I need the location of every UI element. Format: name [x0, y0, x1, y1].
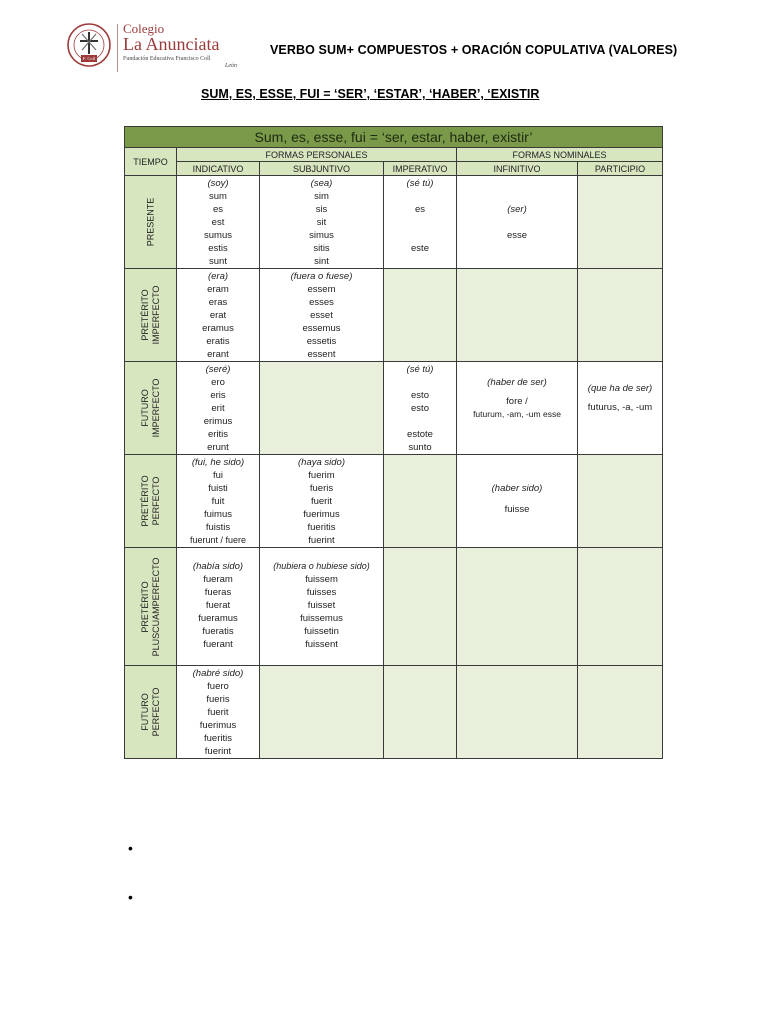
form: fore /	[506, 396, 528, 407]
gloss: (que ha de ser)	[587, 383, 653, 394]
cell-preterito-imperfecto-subjuntivo	[260, 269, 384, 362]
header-participio: PARTICIPIO	[578, 162, 663, 176]
cell-futuro-imperfecto-infinitivo	[457, 362, 578, 455]
tense-preterito-pluscuamperfecto	[140, 557, 162, 656]
tense-line: PRETÉRITO	[139, 289, 150, 341]
tense-line: PLUSCUAMPERFECTO	[150, 557, 161, 656]
cell-preterito-perfecto-participio	[578, 455, 663, 548]
gloss: (haya sido)	[298, 457, 345, 468]
cell-futuro-imperfecto-participio	[578, 362, 663, 455]
form: est	[211, 217, 225, 228]
conjugation-table	[124, 126, 662, 762]
tense-presente: PRESENTE	[145, 197, 155, 247]
tense-line: PERFECTO	[150, 687, 161, 737]
form: fuero	[207, 681, 229, 692]
form: fuit	[211, 496, 225, 507]
bullet-point: •	[128, 840, 133, 856]
gloss: (hubiera o hubiese sido)	[273, 561, 370, 571]
form: eritis	[207, 429, 229, 440]
row-preterito-pluscuamperfecto	[125, 548, 663, 666]
cell-preterito-imperfecto-infinitivo	[457, 269, 578, 362]
form: fuerimus	[199, 720, 237, 731]
form: fuistis	[205, 522, 231, 533]
logo-line-city: León	[225, 63, 237, 69]
cell-preterito-perfecto-infinitivo	[457, 455, 578, 548]
form: fuerint	[308, 535, 335, 546]
cell-preterito-pluscuamperfecto-imperativo	[384, 548, 457, 666]
tense-line: IMPERFECTO	[150, 285, 161, 345]
form: erunt	[207, 442, 229, 453]
form: sunt	[209, 256, 227, 267]
form: sit	[316, 217, 327, 228]
tense-label-preterito-perfecto	[125, 455, 177, 548]
form: fuerit	[207, 707, 229, 718]
form: essent	[307, 349, 336, 360]
tense-preterito-imperfecto	[140, 286, 162, 345]
form: es	[212, 204, 224, 215]
gloss: (habré sido)	[192, 668, 244, 679]
form: fuerit	[310, 496, 333, 507]
gloss: (haber de ser)	[487, 377, 547, 388]
cell-presente-infinitivo	[457, 176, 578, 269]
school-logo	[66, 22, 246, 74]
cell-futuro-imperfecto-indicativo	[177, 362, 260, 455]
cell-preterito-imperfecto-indicativo	[177, 269, 260, 362]
header-subjuntivo: SUBJUNTIVO	[260, 162, 384, 176]
form: fuissent	[305, 639, 338, 650]
cell-preterito-pluscuamperfecto-subjuntivo	[260, 548, 384, 666]
row-futuro-perfecto	[125, 666, 663, 759]
form: sitis	[313, 243, 330, 254]
form: eris	[210, 390, 226, 401]
cell-preterito-perfecto-indicativo	[177, 455, 260, 548]
page-title: VERBO SUM+ COMPUESTOS + ORACIÓN COPULATIVA (VALORES)	[270, 43, 678, 57]
form: este	[411, 243, 429, 254]
form: erit	[211, 403, 225, 414]
cell-futuro-perfecto-infinitivo	[457, 666, 578, 759]
form: fuerint	[204, 746, 232, 757]
form: essem	[307, 284, 336, 295]
gloss: (ser)	[507, 204, 527, 215]
cell-futuro-perfecto-participio	[578, 666, 663, 759]
row-preterito-perfecto	[125, 455, 663, 548]
tense-line: PRETÉRITO	[139, 580, 150, 633]
gloss: (fuera o fuese)	[290, 271, 353, 282]
cell-presente-imperativo	[384, 176, 457, 269]
form: sum	[209, 191, 227, 202]
cell-futuro-imperfecto-subjuntivo	[260, 362, 384, 455]
form: estote	[407, 429, 433, 440]
tense-label-preterito-pluscuamperfecto	[125, 548, 177, 666]
header-formas-personales: FORMAS PERSONALES	[177, 148, 457, 162]
form: fuisse	[504, 504, 530, 515]
cell-preterito-perfecto-subjuntivo	[260, 455, 384, 548]
form: esse	[506, 230, 528, 241]
form: sis	[315, 204, 328, 215]
form: fueritis	[204, 733, 232, 744]
form: eramus	[202, 323, 234, 334]
form: fuissemus	[300, 613, 343, 624]
form: fuisti	[208, 483, 228, 494]
form: fui	[212, 470, 224, 481]
cell-preterito-perfecto-imperativo	[384, 455, 457, 548]
form: fuerat	[205, 600, 231, 611]
header-indicativo: INDICATIVO	[177, 162, 260, 176]
tense-line: FUTURO	[139, 693, 150, 731]
cell-preterito-pluscuamperfecto-participio	[578, 548, 663, 666]
cell-preterito-pluscuamperfecto-infinitivo	[457, 548, 578, 666]
cell-preterito-pluscuamperfecto-indicativo	[177, 548, 260, 666]
form: fuerant	[203, 639, 233, 650]
form: fueram	[203, 574, 233, 585]
form: fuissetin	[304, 626, 339, 637]
cell-futuro-perfecto-imperativo	[384, 666, 457, 759]
tense-line: PRETÉRITO	[139, 475, 150, 527]
tense-futuro-perfecto	[140, 688, 162, 737]
gloss: (sea)	[310, 178, 333, 189]
header-formas-nominales: FORMAS NOMINALES	[457, 148, 663, 162]
logo-line-name: La Anunciata	[123, 34, 220, 54]
page-subtitle: SUM, ES, ESSE, FUI = ‘SER’, ‘ESTAR’, ‘HABER’, ‘EXISTIR	[201, 87, 540, 101]
cell-preterito-imperfecto-imperativo	[384, 269, 457, 362]
form: sumus	[204, 230, 232, 241]
gloss: (sé tú)	[406, 364, 434, 375]
form: esses	[309, 297, 334, 308]
form: fuerim	[308, 470, 335, 481]
logo-divider	[117, 24, 118, 72]
form: fueris	[309, 483, 334, 494]
form: ero	[211, 377, 225, 388]
row-preterito-imperfecto	[125, 269, 663, 362]
form: sim	[314, 191, 329, 202]
form: futurum, -am, -um esse	[473, 409, 561, 419]
form: simus	[309, 230, 334, 241]
tense-label-presente	[125, 176, 177, 269]
form: fueramus	[198, 613, 238, 624]
cell-preterito-imperfecto-participio	[578, 269, 663, 362]
row-presente	[125, 176, 663, 269]
gloss: (haber sido)	[491, 483, 543, 494]
tense-line: IMPERFECTO	[150, 378, 161, 438]
form: esset	[310, 310, 333, 321]
conjugation-grid	[124, 126, 663, 759]
form: esto	[411, 390, 429, 401]
form: sint	[314, 256, 329, 267]
seal-text: F. Coll	[82, 56, 96, 61]
form: eram	[207, 284, 229, 295]
form: esto	[411, 403, 429, 414]
logo-line-colegio: Colegio	[123, 21, 165, 36]
form: futurus, -a, -um	[587, 402, 653, 413]
form: erant	[207, 349, 229, 360]
form: fuisses	[306, 587, 337, 598]
form: eras	[208, 297, 228, 308]
cell-futuro-imperfecto-imperativo	[384, 362, 457, 455]
gloss: (soy)	[207, 178, 229, 189]
form: fuisset	[307, 600, 336, 611]
tense-preterito-perfecto	[140, 475, 162, 526]
form: fuerimus	[303, 509, 340, 520]
logo-line-foundation: Fundación Educativa Francisco Coll	[123, 56, 211, 62]
form: es	[414, 204, 426, 215]
cell-futuro-perfecto-subjuntivo	[260, 666, 384, 759]
gloss: (seré)	[205, 364, 231, 375]
form: eratis	[206, 336, 230, 347]
tense-label-futuro-imperfecto	[125, 362, 177, 455]
form: sunto	[408, 442, 432, 453]
cell-presente-participio	[578, 176, 663, 269]
form: essemus	[302, 323, 341, 334]
table-title: Sum, es, esse, fui = ‘ser, estar, haber, existir’	[125, 127, 663, 148]
tense-label-preterito-imperfecto	[125, 269, 177, 362]
cell-presente-indicativo	[177, 176, 260, 269]
gloss: (era)	[207, 271, 229, 282]
tense-line: PERFECTO	[150, 476, 161, 526]
form: fueritis	[307, 522, 336, 533]
form: estis	[208, 243, 228, 254]
gloss: (había sido)	[192, 561, 244, 572]
tense-label-futuro-perfecto	[125, 666, 177, 759]
form: essetis	[306, 336, 337, 347]
header-tiempo: TIEMPO	[125, 148, 177, 176]
cell-futuro-perfecto-indicativo	[177, 666, 260, 759]
header-imperativo: IMPERATIVO	[384, 162, 457, 176]
logo-text	[123, 22, 253, 70]
form: fuerunt / fuere	[189, 535, 247, 545]
form: fuimus	[204, 509, 232, 520]
cell-presente-subjuntivo	[260, 176, 384, 269]
header-infinitivo: INFINITIVO	[457, 162, 578, 176]
form: fueratis	[202, 626, 234, 637]
bullet-point: •	[128, 889, 133, 905]
form: fuissem	[305, 574, 338, 585]
form: erimus	[203, 416, 233, 427]
form: erat	[209, 310, 227, 321]
row-futuro-imperfecto	[125, 362, 663, 455]
tense-line: FUTURO	[139, 389, 150, 427]
tense-futuro-imperfecto	[140, 379, 162, 438]
gloss: (sé tú)	[406, 178, 434, 189]
gloss: (fui, he sido)	[191, 457, 245, 468]
form: fueris	[206, 694, 230, 705]
form: fueras	[204, 587, 232, 598]
